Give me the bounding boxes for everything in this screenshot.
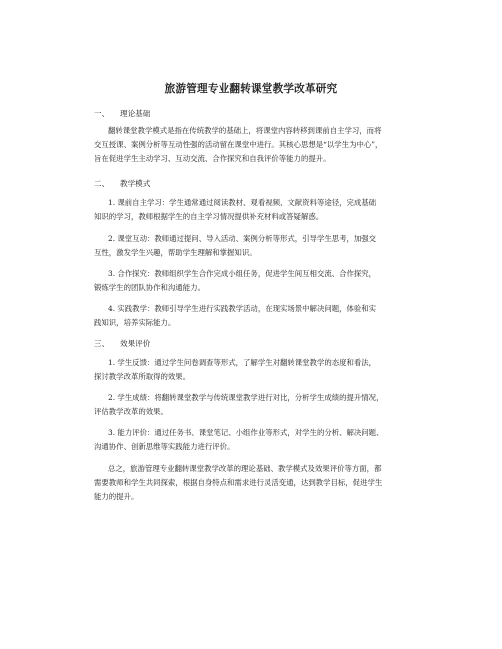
paragraph-line: 践知识，培养实际能力。 [94,317,176,327]
paragraph-line: 1. 课前自主学习：学生通常通过阅读教材、观看视频、文献资料等途径，完成基础 [108,198,377,207]
conclusion-paragraph [94,462,424,504]
paragraph-line: 翻转课堂教学模式是指在传统教学的基础上，将课堂内容转移到课前自主学习，而将 [108,126,382,135]
paragraph [94,124,424,166]
section-number: 三、 [94,339,110,348]
document-title: 旅游管理专业翻转课堂教学改革研究 [164,83,338,95]
paragraph [94,232,424,260]
paragraph-line: 4. 实践教学：教师引导学生进行实践教学活动，在现实场景中解决问题，体验和实 [108,304,377,313]
section-number: 一、 [94,109,110,118]
paragraph-line: 2. 学生成绩：将翻转课堂教学与传统课堂教学进行对比，分析学生成绩的提升情况， [108,393,384,402]
paragraph [94,302,424,330]
paragraph-line: 交互授课、案例分析等互动性强的活动留在课堂中进行。其核心思想是“以学生为中心”， [94,139,383,149]
section-heading-1 [94,108,150,119]
paragraph-line: 锻炼学生的团队协作和沟通能力。 [94,282,205,292]
paragraph-line: 互性，激发学生兴趣，帮助学生理解和掌握知识。 [94,247,257,257]
paragraph-line: 1. 学生反馈：通过学生问卷调查等形式，了解学生对翻转课堂教学的态度和看法， [108,358,377,367]
paragraph [94,196,424,224]
paragraph-line: 沟通协作、创新思维等实践能力进行评价。 [94,441,235,451]
paragraph-line: 旨在促进学生主动学习、互动交流、合作探究和自我评价等能力的提升。 [94,153,331,163]
paragraph [94,426,424,454]
paragraph-line: 探讨教学改革所取得的效果。 [94,371,191,381]
paragraph-line: 需要教师和学生共同探索，根据自身特点和需求进行灵活变通，达到教学目标，促进学生 [94,477,383,487]
paragraph [94,267,424,295]
section-number: 二、 [94,179,110,188]
section-heading-text: 教学模式 [120,179,151,188]
paragraph-line: 总之，旅游管理专业翻转课堂教学改革的理论基础、教学模式及效果评价等方面，都 [108,464,382,473]
paragraph-line: 2. 课堂互动：教师通过提问、导入活动、案例分析等形式，引导学生思考，加强交 [108,234,377,243]
section-heading-text: 效果评价 [120,339,151,348]
paragraph-line: 能力的提升。 [94,491,139,501]
paragraph-line: 3. 合作探究：教师组织学生合作完成小组任务，促进学生间互相交流、合作探究， [108,269,377,278]
section-heading-2 [94,178,150,189]
section-heading-text: 理论基础 [120,109,151,118]
paragraph-line: 评估教学改革的效果。 [94,406,168,416]
paragraph-line: 知识的学习，教师根据学生的自主学习情况提供补充材料或答疑解惑。 [94,211,324,221]
paragraph [94,356,424,384]
paragraph [94,391,424,419]
paragraph-line: 3. 能力评价：通过任务书、课堂笔记、小组作业等形式，对学生的分析、解决问题、 [108,428,384,437]
section-heading-3 [94,338,150,349]
